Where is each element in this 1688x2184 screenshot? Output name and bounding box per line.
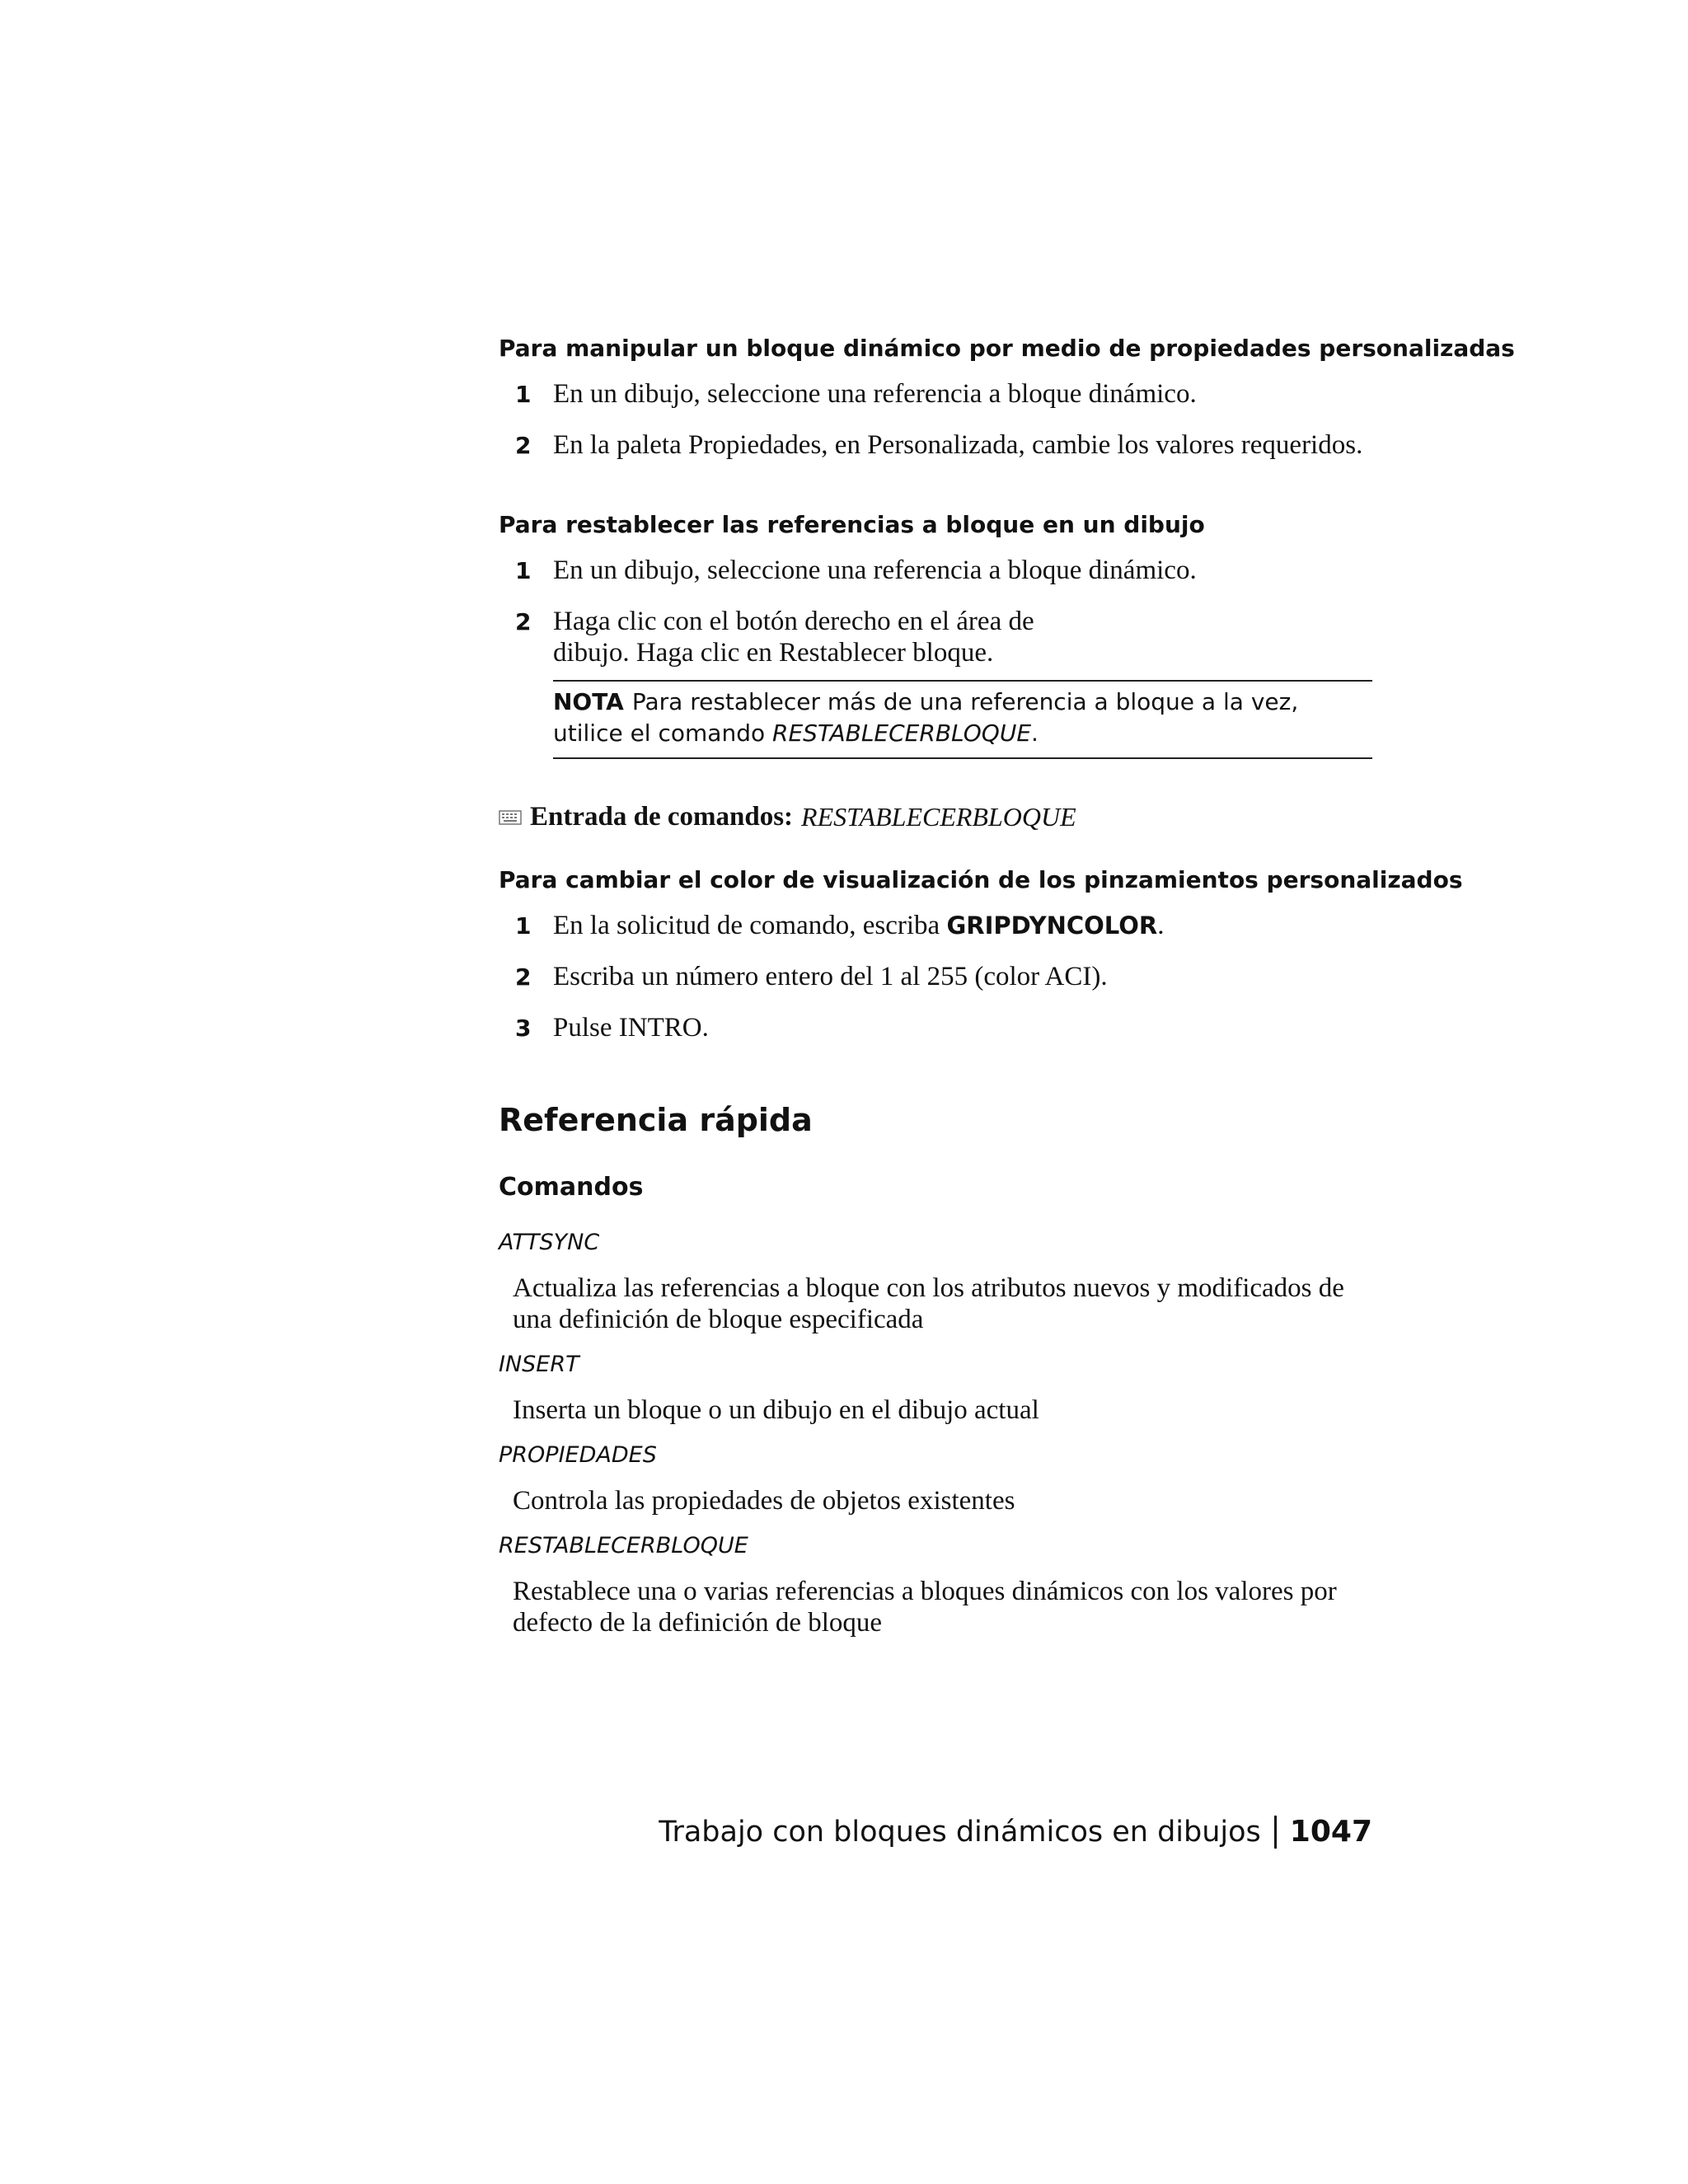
keyboard-icon [499,810,522,825]
command-description: Actualiza las referencias a bloque con los atributos nuevos y modificados de una definición de bloque especificada [513,1273,1344,1334]
step-text: Pulse INTRO. [553,1013,709,1043]
command-description: Controla las propiedades de objetos existentes [513,1486,1015,1516]
section-title: Referencia rápida [499,1102,813,1138]
step [515,555,1372,588]
step-text: En la paleta Propiedades, en Personalizada, cambie los valores requeridos. [553,430,1363,460]
note-box [553,680,1372,759]
step-number: 1 [515,381,532,408]
page-footer [659,1815,1372,1849]
step-text: En un dibujo, seleccione una referencia a bloque dinámico. [553,555,1197,585]
procedure-title: Para manipular un bloque dinámico por medio de propiedades personalizadas [499,335,1515,362]
command-name: RESTABLECERBLOQUE [499,1533,748,1558]
step-text [553,910,1372,943]
command-entry [499,802,1372,832]
step-number: 2 [515,963,532,991]
command-description: Restablece una o varias referencias a bloques dinámicos con los valores por defecto de la definición de bloque [513,1577,1337,1638]
step-text: Escriba un número entero del 1 al 255 (color ACI). [553,962,1108,991]
procedure-title: Para cambiar el color de visualización de los pinzamientos personalizados [499,866,1463,893]
step [515,910,1372,943]
step-text: Haga clic con el botón derecho en el área de dibujo. Haga clic en Restablecer bloque. [553,607,1034,668]
step [515,606,1372,668]
procedure-manipulate [499,334,1515,462]
command-description: Inserta un bloque o un dibujo en el dibujo actual [513,1395,1039,1425]
step-text: En un dibujo, seleccione una referencia a bloque dinámico. [553,379,1197,409]
note-end: . [1031,719,1039,747]
footer-divider [1274,1816,1277,1849]
procedure-title: Para restablecer las referencias a bloque en un dibujo [499,511,1205,538]
page-number: 1047 [1289,1815,1372,1849]
procedure-grip-color [499,865,1463,1045]
command-entry-value: RESTABLECERBLOQUE [801,802,1076,832]
step [515,961,1372,994]
procedure-reset [499,510,1372,759]
page-content [499,334,1515,1653]
command-entry-label: Entrada de comandos: [530,802,794,832]
step-end: . [1157,911,1165,940]
command-list [499,1228,1372,1638]
subsection-title: Comandos [499,1173,644,1202]
step-command: GRIPDYNCOLOR [946,912,1158,940]
command-name: ATTSYNC [499,1230,600,1255]
step-number: 1 [515,557,532,584]
note-command: RESTABLECERBLOQUE [772,719,1032,747]
note-label: NOTA [553,688,624,715]
step-text-main: En la solicitud de comando, escriba [553,911,940,940]
step [515,1012,1372,1045]
command-name: PROPIEDADES [499,1442,657,1468]
step-number: 3 [515,1015,532,1042]
step-number: 1 [515,912,532,940]
step [515,429,1372,462]
note-text: Para restablecer más de una referencia a bloque a la vez, utilice el comando [553,688,1299,747]
step [515,378,1372,411]
command-name: INSERT [499,1352,579,1377]
step-number: 2 [515,608,532,635]
step-number: 2 [515,432,532,459]
footer-chapter-title: Trabajo con bloques dinámicos en dibujos [659,1815,1261,1849]
